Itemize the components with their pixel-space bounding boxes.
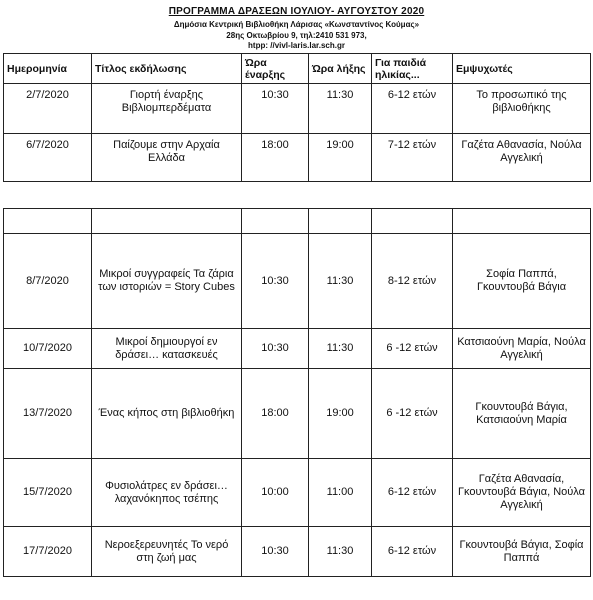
table-spacer-row bbox=[4, 209, 591, 234]
table-row bbox=[4, 369, 591, 459]
cell-animators: Το προσωπικό της βιβλιοθήκης bbox=[453, 84, 591, 134]
cell-start: 10:30 bbox=[242, 527, 309, 577]
cell-animators: Κατσιαούνη Μαρία, Νούλα Αγγελική bbox=[453, 329, 591, 369]
cell-end: 19:00 bbox=[309, 134, 372, 182]
table-row bbox=[4, 134, 591, 182]
cell-end: 19:00 bbox=[309, 369, 372, 459]
table-header-row bbox=[4, 54, 591, 84]
cell-animators: Γκουντουβά Βάγια, Σοφία Παππά bbox=[453, 527, 591, 577]
cell-start: 10:30 bbox=[242, 84, 309, 134]
cell-age: 7-12 ετών bbox=[372, 134, 453, 182]
column-header-title: Τίτλος εκδήλωσης bbox=[92, 54, 242, 84]
table-row bbox=[4, 84, 591, 134]
cell-animators: Γκουντουβά Βάγια, Κατσιαούνη Μαρία bbox=[453, 369, 591, 459]
cell-title: Μικροί συγγραφείς Τα ζάρια των ιστοριών = Story Cubes bbox=[92, 234, 242, 329]
cell-age: 6-12 ετών bbox=[372, 84, 453, 134]
cell-end: 11:30 bbox=[309, 84, 372, 134]
cell-age: 8-12 ετών bbox=[372, 234, 453, 329]
cell-end: 11:30 bbox=[309, 329, 372, 369]
cell-animators: Σοφία Παππά, Γκουντουβά Βάγια bbox=[453, 234, 591, 329]
library-name: Δημόσια Κεντρική Βιβλιοθήκη Λάρισας «Κωνσταντίνος Κούμας» bbox=[173, 20, 420, 29]
cell-animators: Γαζέτα Αθανασία, Νούλα Αγγελική bbox=[453, 134, 591, 182]
column-header-end: Ώρα λήξης bbox=[309, 54, 372, 84]
cell-title: Φυσιολάτρες εν δράσει… λαχανόκηπος τσέπης bbox=[92, 459, 242, 527]
schedule-table-bottom bbox=[3, 208, 591, 577]
cell-date: 15/7/2020 bbox=[4, 459, 92, 527]
cell-start: 10:00 bbox=[242, 459, 309, 527]
cell-age: 6 -12 ετών bbox=[372, 369, 453, 459]
cell-age: 6 -12 ετών bbox=[372, 329, 453, 369]
cell-title: Γιορτή έναρξης Βιβλιομπερδέματα bbox=[92, 84, 242, 134]
table-row bbox=[4, 527, 591, 577]
cell-end: 11:30 bbox=[309, 234, 372, 329]
cell-date: 10/7/2020 bbox=[4, 329, 92, 369]
cell-start: 18:00 bbox=[242, 134, 309, 182]
cell-animators: Γαζέτα Αθανασία, Γκουντουβά Βάγια, Νούλα Αγγελική bbox=[453, 459, 591, 527]
schedule-table-top bbox=[3, 53, 591, 182]
cell-age: 6-12 ετών bbox=[372, 527, 453, 577]
document-title: ΠΡΟΓΡΑΜΜΑ ΔΡΑΣΕΩΝ ΙΟΥΛΙΟΥ- ΑΥΓΟΥΣΤΟΥ 2020 bbox=[168, 6, 425, 17]
cell-title: Ένας κήπος στη βιβλιοθήκη bbox=[92, 369, 242, 459]
table-row bbox=[4, 329, 591, 369]
column-header-start: Ώρα έναρξης bbox=[242, 54, 309, 84]
cell-end: 11:30 bbox=[309, 527, 372, 577]
cell-date: 17/7/2020 bbox=[4, 527, 92, 577]
cell-title: Νεροεξερευνητές Το νερό στη ζωή μας bbox=[92, 527, 242, 577]
cell-age: 6-12 ετών bbox=[372, 459, 453, 527]
library-url: htpp: //vivl-laris.lar.sch.gr bbox=[248, 41, 345, 50]
column-header-date: Ημερομηνία bbox=[4, 54, 92, 84]
cell-date: 8/7/2020 bbox=[4, 234, 92, 329]
cell-title: Παίζουμε στην Αρχαία Ελλάδα bbox=[92, 134, 242, 182]
table-row bbox=[4, 459, 591, 527]
cell-start: 18:00 bbox=[242, 369, 309, 459]
cell-start: 10:30 bbox=[242, 234, 309, 329]
column-header-age: Για παιδιά ηλικίας... bbox=[372, 54, 453, 84]
table-row bbox=[4, 234, 591, 329]
cell-date: 2/7/2020 bbox=[4, 84, 92, 134]
cell-date: 6/7/2020 bbox=[4, 134, 92, 182]
cell-start: 10:30 bbox=[242, 329, 309, 369]
column-header-animators: Εμψυχωτές bbox=[453, 54, 591, 84]
cell-title: Μικροί δημιουργοί εν δράσει… κατασκευές bbox=[92, 329, 242, 369]
cell-end: 11:00 bbox=[309, 459, 372, 527]
cell-date: 13/7/2020 bbox=[4, 369, 92, 459]
library-address: 28ης Οκτωβρίου 9, τηλ:2410 531 973, bbox=[226, 31, 367, 40]
